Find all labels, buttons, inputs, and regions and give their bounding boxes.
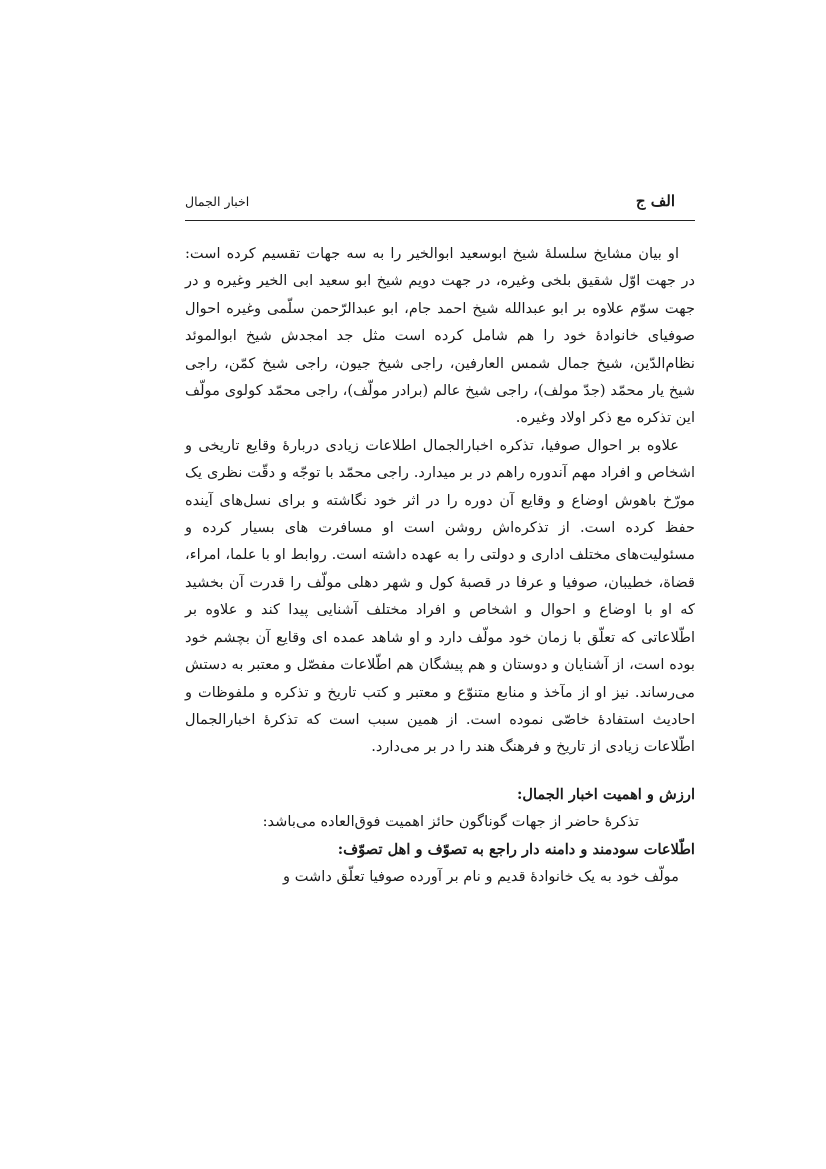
paragraph-3: مولّف خود به یک خانوادهٔ قدیم و نام بر آورده صوفیا تعلّق داشت و <box>283 867 679 885</box>
section-intro: تذکرهٔ حاضر از جهات گوناگون حائز اهمیت فوق‌العاده می‌باشد: <box>262 813 639 831</box>
body-text <box>185 240 695 890</box>
book-title: اخبار الجمال <box>185 194 250 209</box>
paragraph-1: او بیان مشایخ سلسلهٔ شیخ ابوسعید ابوالخیر را به سه جهات تقسیم کرده است: در جهت اوّل شقیق بلخی وغیره، در جهت دویم شیخ ابو سعید ابی الخیر وغیره و در جهت سوّم علاوه بر ابو عبدالله شیخ احمد جام، ابو عبدالرّحمن سلّمی وغیره احوال صوفیای خانوادهٔ خود را هم شامل کرده است مثل جد امجدش شیخ ابوالموئد نظام‌الدّین، شیخ جمال شمس العارفین، راجی شیخ جیون، راجی شیخ کمّن، راجی شیخ یار محمّد (جدّ مولف)، راجی شیخ عالم (برادر مولّف)، راجی محمّد کولوی مولّف این تذکره مع ذکر اولاد وغیره. <box>185 245 695 427</box>
document-page <box>185 188 695 890</box>
paragraph-2: علاوه بر احوال صوفیا، تذکره اخبارالجمال اطلاعات زیادی دربارهٔ وقایع تاریخی و اشخاص و افراد مهم آندوره راهم در بر میدارد. راجی محمّد با توجّه و دقّت نظری یک مورّخ باهوش اوضاع و وقایع آن دوره را در اثر خود نگاشته و برای نسل‌های آینده حفظ کرده است. از تذکره‌اش روشن است او مسافرت های بسیار کرده و مسئولیت‌های مختلف اداری و دولتی را به عهده داشته است. روابط او با علما، امراء، قضاة، خطیبان، صوفیا و عرفا در قصبهٔ کول و شهر دهلی مولّف را قدرت آن بخشید که او با اوضاع و احوال و اشخاص و افراد مختلف آشنایی پیدا کند و علاوه بر اطّلاعاتی که تعلّق با زمان خود مولّف دارد و او شاهد عمده ای وقایع آن بچشم خود بوده است، از آشنایان و دوستان و هم پیشگان هم اطّلاعات مفصّل و معتبر به دستش می‌رساند. نیز او از مآخذ و منابع متنوّع و معتبر و کتب تاریخ و تذکره و ملفوظات و احادیث استفادهٔ خاصّی نموده است. از همین سبب است که تذکرهٔ اخبارالجمال اطّلاعات زیادی از تاریخ و فرهنگ هند را در بر می‌دارد. <box>185 436 695 756</box>
running-header <box>185 188 695 221</box>
sub-heading: اطّلاعات سودمند و دامنه دار راجع به تصوّف و اهل تصوّف: <box>337 840 695 858</box>
section-heading: ارزش و اهمیت اخبار الجمال: <box>516 785 695 803</box>
page-number: الف ج <box>635 192 675 210</box>
